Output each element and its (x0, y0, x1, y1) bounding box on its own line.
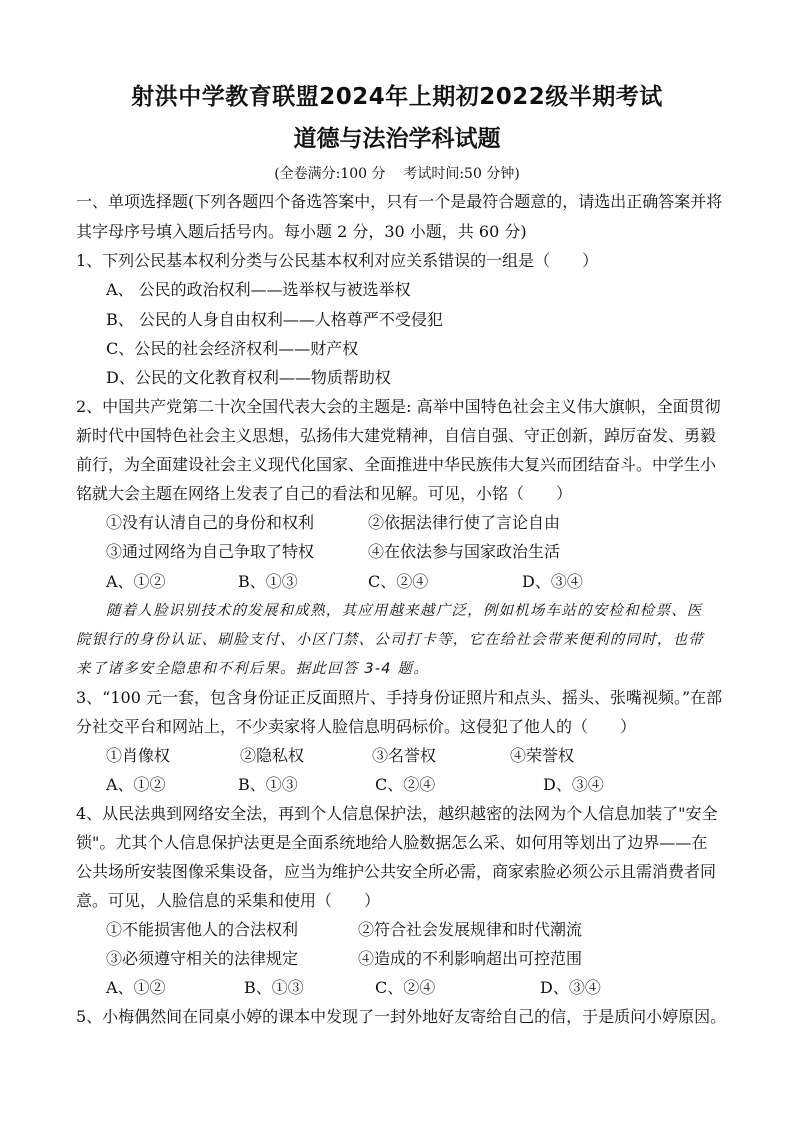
question-1-option-a: A、 公民的政治权利——选举权与被选举权 (106, 280, 411, 299)
question-3-choice-d: D、③④ (543, 775, 604, 794)
question-4-stem-line: 公共场所安装图像采集设备，应当为维护公共安全所必需，商家索脸必须公示且需消费者同 (76, 862, 717, 881)
exam-subject-title: 道德与法治学科试题 (293, 126, 501, 152)
question-3-stem-line: 3、“100 元一套，包含身份证正反面照片、手持身份证照片和点头、摇头、张嘴视频。”在部 (76, 688, 723, 707)
passage-line: 院银行的身份认证、刷脸支付、小区门禁、公司打卡等，它在给社会带来便利的同时，也带 (76, 632, 704, 648)
question-4-item-4: ④造成的不利影响超出可控范围 (358, 949, 583, 968)
question-2-stem-line: 2、中国共产党第二十次全国代表大会的主题是: 高举中国特色社会主义伟大旗帜，全面贯彻 (76, 397, 721, 416)
question-1-option-d: D、公民的文化教育权利——物质帮助权 (106, 368, 391, 387)
question-3-stem-line: 分社交平台和网站上，不少卖家将人脸信息明码标价。这侵犯了他人的（ ） (76, 717, 637, 736)
exam-title: 射洪中学教育联盟2024年上期初2022级半期考试 (131, 84, 663, 110)
question-1-option-c: C、公民的社会经济权利——财产权 (106, 339, 359, 358)
question-2-choice-d: D、③④ (522, 572, 583, 591)
question-4-stem-line: 意。可见，人脸信息的采集和使用（ ） (76, 891, 381, 910)
question-3-item-3: ③名誉权 (372, 746, 437, 765)
question-4-choice-b: B、①③ (244, 978, 304, 997)
question-3-item-2: ②隐私权 (240, 746, 305, 765)
question-4-stem-line: 锁"。尤其个人信息保护法更是全面系统地给人脸数据怎么采、如何用等划出了边界——在 (76, 833, 708, 852)
question-1-option-b: B、 公民的人身自由权利——人格尊严不受侵犯 (106, 310, 443, 329)
question-2-item-3: ③通过网络为自己争取了特权 (106, 542, 315, 561)
question-5-stem: 5、小梅偶然间在同桌小婷的课本中发现了一封外地好友寄给自己的信，于是质问小婷原因。 (76, 1007, 727, 1026)
exam-info: (全卷满分:100 分 考试时间:50 分钟) (274, 166, 520, 182)
question-4-item-2: ②符合社会发展规律和时代潮流 (358, 920, 583, 939)
question-2-item-2: ②依据法律行使了言论自由 (368, 513, 561, 532)
section-intro-line: 其字母序号填入题后括号内。每小题 2 分，30 小题，共 60 分) (76, 222, 527, 241)
question-4-item-3: ③必须遵守相关的法律规定 (106, 949, 299, 968)
question-3-choice-b: B、①③ (238, 775, 298, 794)
question-4-choice-d: D、③④ (540, 978, 601, 997)
question-2-item-4: ④在依法参与国家政治生活 (368, 542, 561, 561)
question-2-choice-c: C、②④ (368, 572, 429, 591)
question-4-stem-line: 4、从民法典到网络安全法，再到个人信息保护法，越织越密的法网为个人信息加装了"安全 (76, 804, 718, 823)
question-2-stem-line: 铭就大会主题在网络上发表了自己的看法和见解。可见，小铭（ ） (76, 484, 573, 503)
question-3-choice-c: C、②④ (375, 775, 436, 794)
question-2-item-1: ①没有认清自己的身份和权利 (106, 513, 315, 532)
question-2-stem-line: 前行，为全面建设社会主义现代化国家、全面推进中华民族伟大复兴而团结奋斗。中学生小 (76, 455, 717, 474)
question-4-choice-c: C、②④ (375, 978, 436, 997)
question-4-choice-a: A、①② (106, 978, 166, 997)
question-2-choice-b: B、①③ (238, 572, 298, 591)
question-3-choice-a: A、①② (106, 775, 166, 794)
passage-line: 随着人脸识别技术的发展和成熟，其应用越来越广泛，例如机场车站的安检和检票、医 (106, 603, 703, 619)
question-4-item-1: ①不能损害他人的合法权利 (106, 920, 299, 939)
question-2-stem-line: 新时代中国特色社会主义思想，弘扬伟大建党精神，自信自强、守正创新，踔厉奋发、勇毅 (76, 426, 717, 445)
question-1-stem: 1、下列公民基本权利分类与公民基本权利对应关系错误的一组是（ ） (76, 251, 599, 270)
question-3-item-4: ④荣誉权 (510, 746, 575, 765)
section-intro-line: 一、单项选择题(下列各题四个备选答案中，只有一个是最符合题意的，请选出正确答案并将 (76, 192, 723, 211)
question-2-choice-a: A、①② (106, 572, 166, 591)
passage-line: 来了诸多安全隐患和不利后果。据此回答 3-4 题。 (76, 661, 429, 677)
question-3-item-1: ①肖像权 (106, 746, 171, 765)
